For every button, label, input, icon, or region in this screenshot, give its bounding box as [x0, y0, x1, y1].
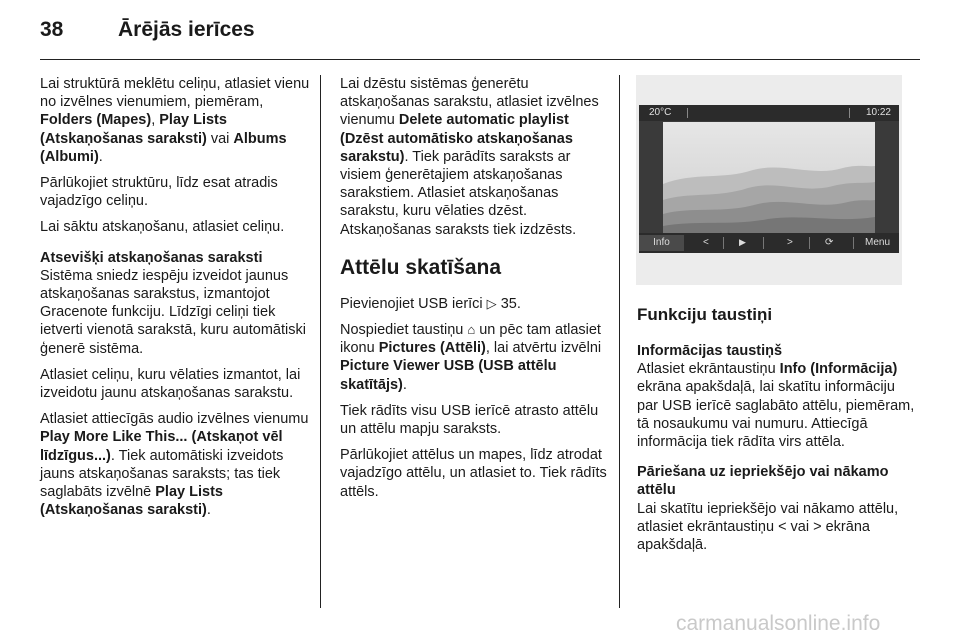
play-slideshow-icon[interactable]: ▶ [739, 237, 746, 247]
paragraph: Lai sāktu atskaņošanu, atlasiet celiņu. [40, 219, 285, 236]
softkey-separator [853, 237, 854, 249]
screen-status-bar [639, 105, 899, 121]
paragraph: Pārlūkojiet attēlus un mapes, līdz atrodat vajadzīgo attēlu, un atlasiet to. Tiek rādīts attēls. [340, 447, 607, 500]
screen-figure [636, 75, 902, 285]
page-number: 38 [40, 18, 64, 41]
menu-softkey[interactable]: Menu [865, 237, 891, 248]
triangle-right-icon: ▷ [486, 295, 497, 311]
column-3-text [637, 304, 919, 562]
column-2 [340, 75, 612, 509]
paragraph: Atlasiet attiecīgās audio izvēlnes vienumu Play More Like This... (Atskaņot vēl līdzīgus...). Tiek automātiski izveidots jauns atskaņošanas saraksts; tas tiek saglabāts izvēlnē Play Lists (Atskaņošanas saraksti). [40, 411, 309, 519]
previous-picture-icon[interactable]: < [703, 237, 709, 248]
subheading-info-key: Informācijas taustiņš [637, 343, 783, 359]
info-softkey[interactable]: Info [639, 235, 684, 251]
home-key-icon: ⌂ [467, 322, 476, 338]
next-picture-icon[interactable]: > [787, 237, 793, 248]
picture-viewer-screen [639, 105, 899, 253]
paragraph: Lai struktūrā meklētu celiņu, atlasiet vienu no izvēlnes vienumiem, piemēram, Folders (Mapes), Play Lists (Atskaņošanas saraksti) vai Albums (Albumi). [40, 76, 310, 165]
paragraph: Tiek rādīts visu USB ierīcē atrasto attēlu un attēlu mapju saraksts. [340, 402, 599, 438]
watermark: carmanualsonline.info [676, 612, 881, 635]
status-separator [849, 108, 850, 118]
paragraph: Atlasiet celiņu, kuru vēlaties izmantot, lai izveidotu jaunu atskaņošanas sarakstu. [40, 366, 301, 402]
paragraph: Pārlūkojiet struktūru, līdz esat atradis vajadzīgo celiņu. [40, 175, 278, 210]
subheading-prev-next-picture: Pāriešana uz iepriekšējo vai nākamo attēlu [637, 464, 889, 499]
softkey-separator [723, 237, 724, 249]
paragraph: Nospiediet taustiņu ⌂ un pēc tam atlasiet ikonu Pictures (Attēli), lai atvērtu izvēlni Picture Viewer USB (USB attēlu skatītājs). [340, 322, 602, 393]
paragraph: Atlasiet ekrāntaustiņu Info (Informācija) ekrāna apakšdaļā, lai skatītu informāciju par USB ierīcē saglabāto attēlu, piemēram, tā nosaukumu vai numuru. Attiecīgā informācija tiek rādīta virs attēla. [637, 361, 915, 451]
rotate-icon[interactable]: ⟳ [825, 237, 834, 248]
header-rule [40, 59, 920, 60]
paragraph: Pievienojiet USB ierīci ▷ 35. [340, 295, 521, 312]
page-reference: 35 [500, 295, 517, 312]
temperature-readout: 20°C [649, 107, 672, 118]
subheading-individual-playlists: Atsevišķi atskaņošanas saraksti [40, 249, 263, 266]
paragraph: Sistēma sniedz iespēju izveidot jaunus atskaņošanas sarakstus, izmantojot Gracenote funkciju. Līdzīgi celiņi tiek ietverti vienotā sarakstā, kuru automātiski ģenerē sistēma. [40, 267, 306, 357]
displayed-picture [663, 122, 875, 233]
paragraph: Lai skatītu iepriekšējo vai nākamo attēlu, atlasiet ekrāntaustiņu < vai > ekrāna apakšdaļā. [637, 500, 899, 554]
clock-readout: 10:22 [865, 107, 891, 118]
softkey-separator [763, 237, 764, 249]
column-divider-1 [320, 75, 321, 608]
column-divider-2 [619, 75, 620, 608]
page-title: Ārējās ierīces [118, 18, 255, 41]
softkey-separator [809, 237, 810, 249]
screen-softkey-bar [639, 233, 899, 253]
paragraph: Lai dzēstu sistēmas ģenerētu atskaņošanas sarakstu, atlasiet izvēlnes vienumu Delete automatic playlist (Dzēst automātisko atskaņošanas sarakstu). Tiek parādīts saraksts ar visiem ģenerētajiem atskaņošanas sarakstiem. Atlasiet atskaņošanas sarakstu, kuru vēlaties dzēst. Atskaņošanas saraksts tiek izdzēsts. [340, 76, 599, 238]
status-separator [687, 108, 688, 118]
section-heading-function-keys: Funkciju taustiņi [637, 305, 773, 324]
mountain-landscape-image [663, 122, 875, 233]
section-heading-picture-viewing: Attēlu skatīšana [340, 255, 502, 279]
column-1 [40, 75, 312, 527]
